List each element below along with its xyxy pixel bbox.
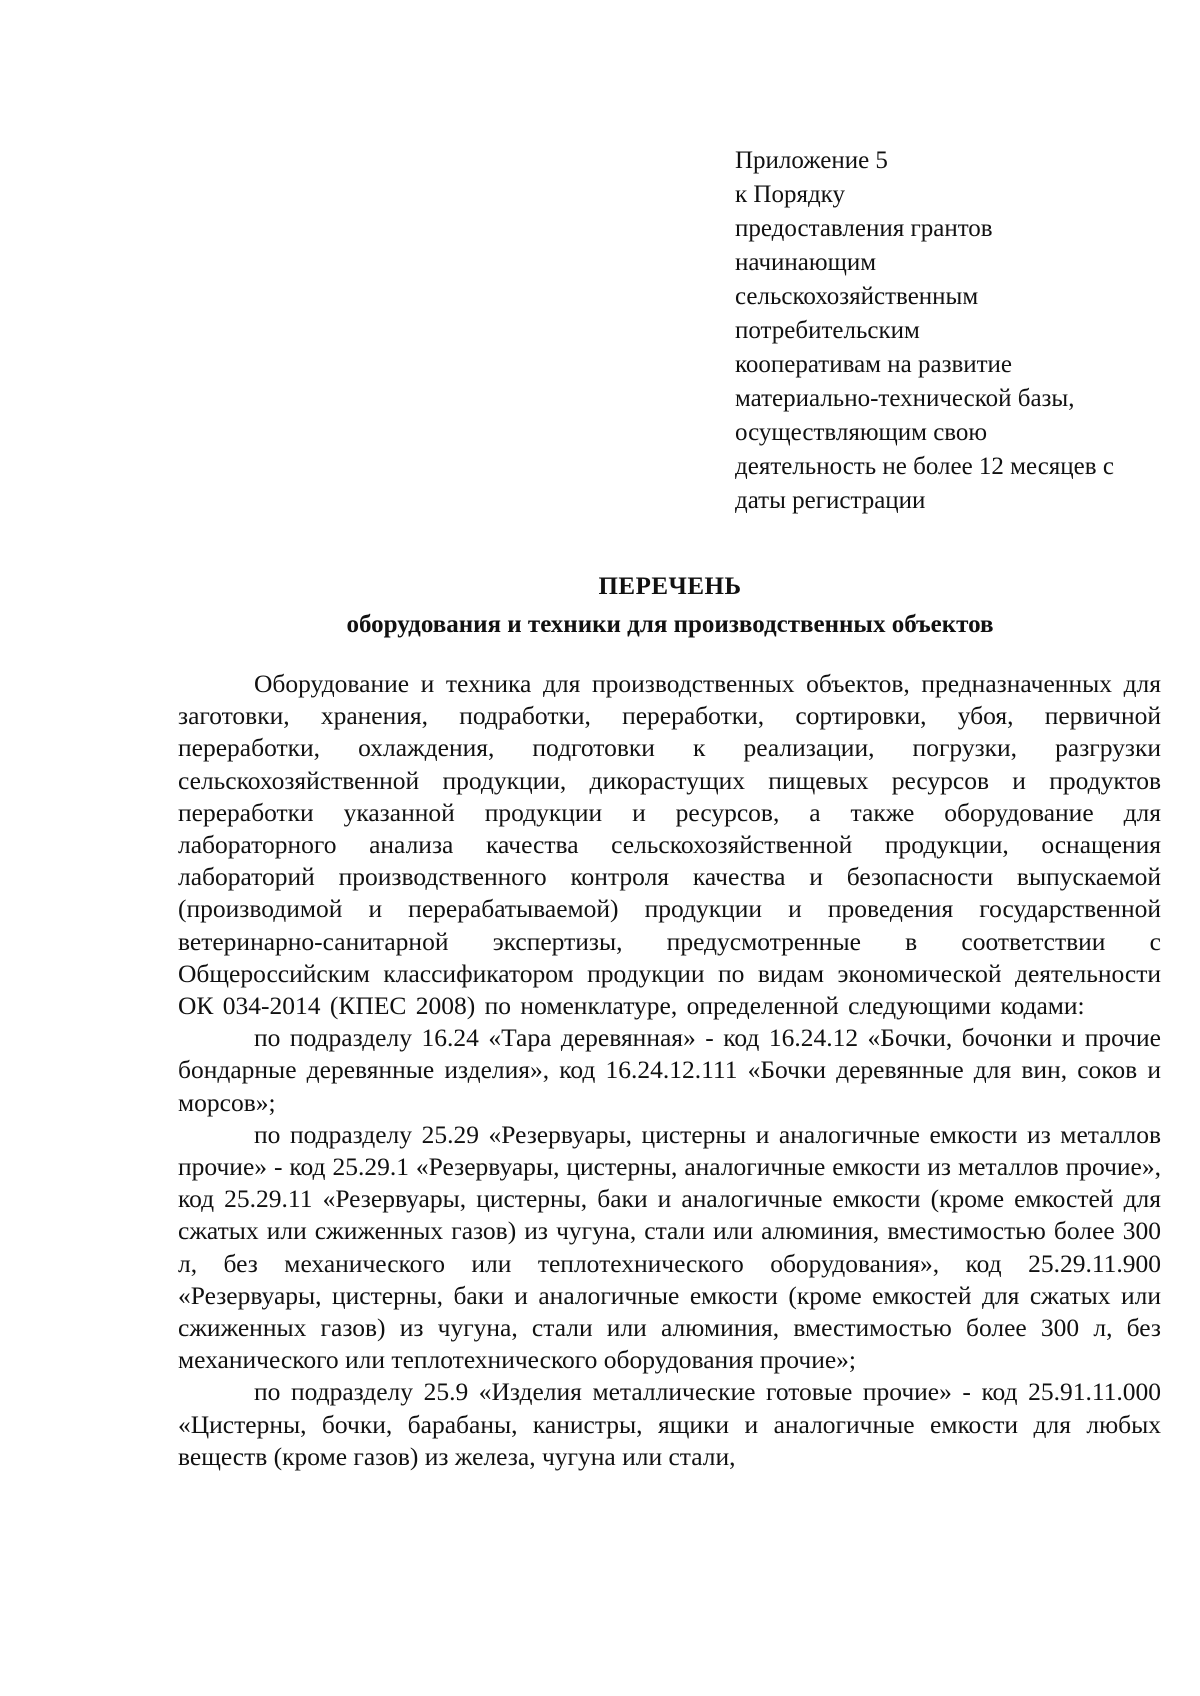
appendix-line: предоставления грантов	[735, 215, 993, 242]
body-paragraph: по подразделу 25.29 «Резервуары, цистерны и аналогичные емкости из металлов прочие» - код 25.29.1 «Резервуары, цистерны, аналогичные емкости из металлов прочие», код 25.29.11 «Резервуары, цистерны, баки и аналогичные емкости (кроме емкостей для сжатых или сжиженных газов) из чугуна, стали или алюминия, вместимостью более 300 л, без механического или теплотехнического оборудования», код 25.29.11.900 «Резервуары, цистерны, баки и аналогичные емкости (кроме емкостей для сжатых или сжиженных газов) из чугуна, стали или алюминия, вместимостью более 300 л, без механического или теплотехнического оборудования прочие»;	[178, 1119, 1161, 1375]
appendix-line: к Порядку	[735, 181, 845, 208]
body-paragraph: Оборудование и техника для производственных объектов, предназначенных для заготовки, хранения, подработки, переработки, сортировки, убоя, первичной переработки, охлаждения, подготовки к реализации, погрузки, разгрузки сельскохозяйственной продукции, дикорастущих пищевых ресурсов и продуктов переработки указанной продукции и ресурсов, а также оборудование для лабораторного анализа качества сельскохозяйственной продукции, оснащения лабораторий производственного контроля качества и безопасности выпускаемой (производимой и перерабатываемой) продукции и проведения государственной ветеринарно-санитарной экспертизы, предусмотренные в соответствии с Общероссийским классификатором продукции по видам экономической деятельности ОК 034-2014 (КПЕС 2008) по номенклатуре, определенной следующими кодами:	[178, 669, 1161, 1021]
document-body	[178, 668, 1161, 1473]
appendix-line: сельскохозяйственным	[735, 283, 979, 310]
document-title: ПЕРЕЧЕНЬ	[598, 573, 742, 600]
body-paragraph: по подразделу 25.9 «Изделия металлические готовые прочие» - код 25.91.11.000 «Цистерны, бочки, барабаны, канистры, ящики и аналогичные емкости для любых веществ (кроме газов) из железа, чугуна или стали,	[178, 1377, 1161, 1471]
appendix-line: начинающим	[735, 249, 877, 276]
appendix-note	[735, 144, 1175, 518]
document-subtitle: оборудования и техники для производственных объектов	[346, 611, 994, 638]
appendix-line: Приложение 5	[735, 147, 888, 174]
appendix-line: кооперативам на развитие	[735, 351, 1013, 378]
appendix-line: потребительским	[735, 317, 920, 344]
appendix-line: материально-технической базы,	[735, 385, 1075, 412]
document-heading	[175, 568, 1165, 644]
appendix-line: деятельность не более 12 месяцев с	[735, 453, 1114, 480]
body-paragraph: по подразделу 16.24 «Тара деревянная» - код 16.24.12 «Бочки, бочонки и прочие бондарные деревянные изделия», код 16.24.12.111 «Бочки деревянные для вин, соков и морсов»;	[178, 1023, 1161, 1117]
appendix-line: даты регистрации	[735, 487, 926, 514]
appendix-line: осуществляющим свою	[735, 419, 988, 446]
